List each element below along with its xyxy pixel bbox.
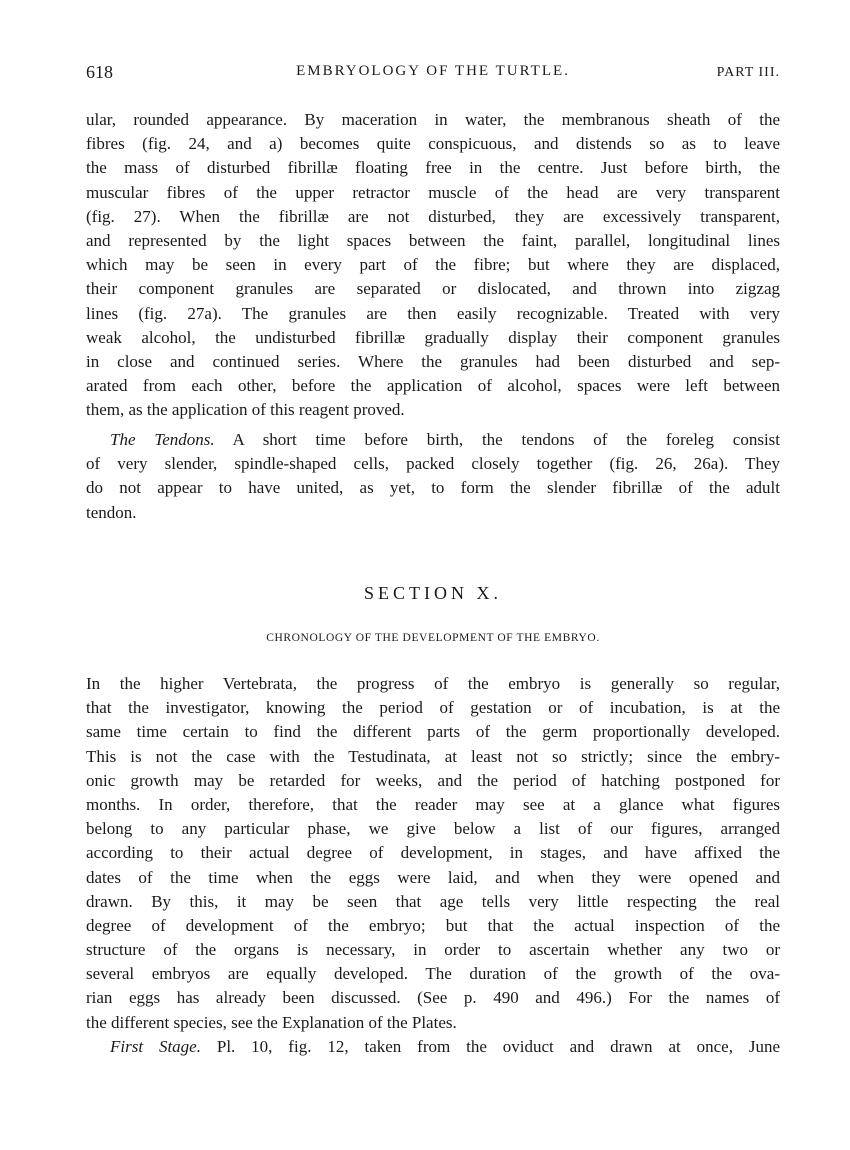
text-line: lines (fig. 27a). The granules are then easily recognizable. Treated with very (86, 303, 780, 323)
text-line: and represented by the light spaces between the faint, parallel, longitudinal lines (86, 230, 780, 250)
text-line: several embryos are equally developed. The duration of the growth of the ova- (86, 964, 780, 984)
text-line: drawn. By this, it may be seen that age tells very little respecting the real (86, 891, 780, 911)
section-subheading: CHRONOLOGY OF THE DEVELOPMENT OF THE EMBRYO. (266, 632, 600, 644)
page-number: 618 (86, 62, 113, 82)
page-header (86, 62, 780, 86)
text-line: that the investigator, knowing the period of gestation or of incubation, is at the (86, 698, 780, 718)
text-line: degree of development of the embryo; but that the actual inspection of the (86, 915, 780, 935)
text-run: A short time before birth, the tendons of the foreleg consist (232, 430, 780, 449)
tendons-paragraph (86, 428, 780, 525)
text-line: same time certain to find the different parts of the germ proportionally developed. (86, 722, 780, 742)
text-line (86, 1035, 780, 1059)
chronology-paragraph (86, 672, 780, 1059)
text-line: them, as the application of this reagent proved. (86, 400, 405, 420)
text-line: dates of the time when the eggs were laid, and when they were opened and (86, 867, 780, 887)
muscle-fibres-paragraph (86, 108, 780, 422)
text-line: according to their actual degree of development, in stages, and have affixed the (86, 843, 780, 863)
text-line (86, 428, 780, 452)
text-line: tendon. (86, 502, 137, 522)
text-line: structure of the organs is necessary, in order to ascertain whether any two or (86, 940, 780, 960)
text-line: (fig. 27). When the fibrillæ are not disturbed, they are excessively transparent, (86, 206, 780, 226)
text-line: This is not the case with the Testudinata, at least not so strictly; since the embry- (86, 746, 780, 766)
text-line: onic growth may be retarded for weeks, and the period of hatching postponed for (86, 770, 780, 790)
text-line: ular, rounded appearance. By maceration in water, the membranous sheath of the (86, 110, 780, 129)
text-line: in close and continued series. Where the granules had been disturbed and sep- (86, 351, 780, 371)
text-line: the mass of disturbed fibrillæ floating free in the centre. Just before birth, the (86, 158, 780, 178)
text-line: In the higher Vertebrata, the progress of the embryo is generally so regular, (86, 674, 780, 693)
section-heading: SECTION X. (364, 583, 502, 603)
running-title: EMBRYOLOGY OF THE TURTLE. (296, 63, 570, 79)
text-line: do not appear to have united, as yet, to form the slender fibrillæ of the adult (86, 478, 780, 498)
text-line: arated from each other, before the application of alcohol, spaces were left between (86, 376, 780, 396)
text-line: belong to any particular phase, we give below a list of our figures, arranged (86, 819, 780, 839)
text-line: weak alcohol, the undisturbed fibrillæ gradually display their component granules (86, 327, 780, 347)
text-line: months. In order, therefore, that the reader may see at a glance what figures (86, 794, 780, 814)
text-line: the different species, see the Explanation of the Plates. (86, 1012, 457, 1032)
text-line: fibres (fig. 24, and a) becomes quite conspicuous, and distends so as to leave (86, 134, 780, 154)
text-line: rian eggs has already been discussed. (See p. 490 and 496.) For the names of (86, 988, 780, 1008)
paragraph-lead: The Tendons. (110, 430, 215, 449)
text-line: their component granules are separated or dislocated, and thrown into zigzag (86, 279, 780, 299)
part-label: PART III. (716, 65, 780, 80)
text-line: muscular fibres of the upper retractor muscle of the head are very transparent (86, 182, 780, 202)
paragraph-lead: First Stage. (110, 1036, 201, 1056)
text-line: which may be seen in every part of the fibre; but where they are displaced, (86, 255, 780, 275)
text-line: of very slender, spindle-shaped cells, packed closely together (fig. 26, 26a). They (86, 454, 780, 474)
text-run: Pl. 10, fig. 12, taken from the oviduct and drawn at once, June (216, 1036, 780, 1056)
